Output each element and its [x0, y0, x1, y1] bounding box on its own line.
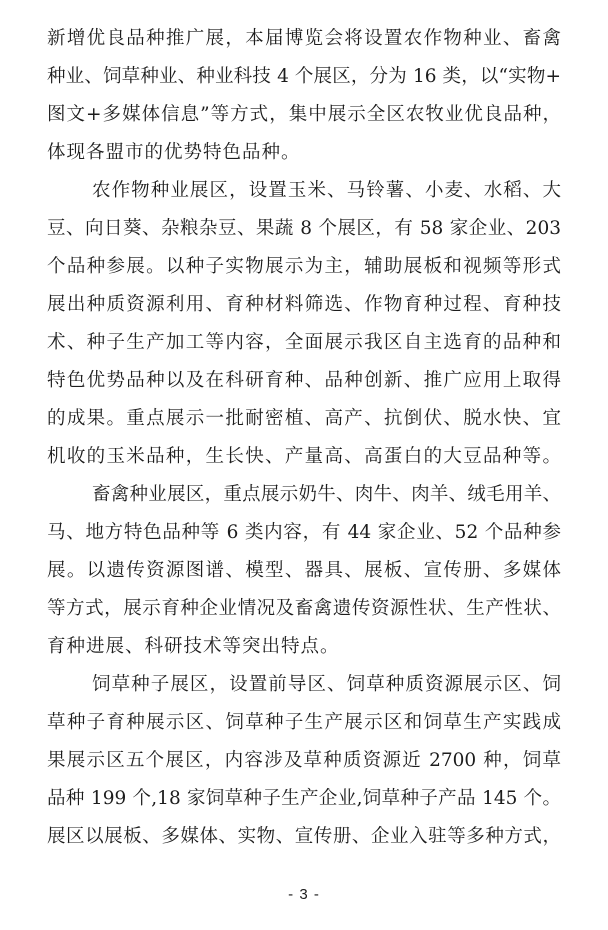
text-line: 草种子育种展示区、饲草种子生产展示区和饲草生产实践成: [47, 712, 561, 733]
text-line: 展。以遗传资源图谱、模型、器具、展板、宣传册、多媒体: [47, 560, 561, 581]
paragraph-3: [47, 476, 561, 666]
paragraph-2: [47, 172, 561, 476]
text-line: 农作物种业展区，设置玉米、马铃薯、小麦、水稻、大: [92, 180, 561, 201]
text-line: 展出种质资源利用、育种材料筛选、作物育种过程、育种技: [47, 294, 561, 315]
page-number: - 3 -: [288, 886, 320, 903]
text-line: 马、地方特色品种等 6 类内容，有 44 家企业、52 个品种参: [47, 522, 561, 543]
document-body: [47, 20, 561, 856]
text-line: 新增优良品种推广展，本届博览会将设置农作物种业、畜禽: [47, 28, 561, 49]
text-line: 等方式，展示育种企业情况及畜禽遗传资源性状、生产性状、: [47, 598, 561, 619]
text-line: 体现各盟市的优势特色品种。: [47, 142, 301, 163]
text-line: 果展示区五个展区，内容涉及草种质资源近 2700 种，饲草: [47, 750, 561, 771]
text-line: 个品种参展。以种子实物展示为主，辅助展板和视频等形式: [47, 256, 561, 277]
text-line: 机收的玉米品种，生长快、产量高、高蛋白的大豆品种等。: [47, 446, 561, 467]
text-line: 饲草种子展区，设置前导区、饲草种质资源展示区、饲: [92, 674, 561, 695]
text-line: 的成果。重点展示一批耐密植、高产、抗倒伏、脱水快、宜: [47, 408, 561, 429]
paragraph-1: [47, 20, 561, 172]
text-line: 豆、向日葵、杂粮杂豆、果蔬 8 个展区，有 58 家企业、203: [47, 218, 561, 239]
text-line: 种业、饲草种业、种业科技 4 个展区，分为 16 类，以“实物+: [47, 66, 561, 87]
paragraph-4: [47, 666, 561, 856]
text-line: 图文+多媒体信息”等方式，集中展示全区农牧业优良品种，: [47, 104, 561, 125]
text-line: 育种进展、科研技术等突出特点。: [47, 636, 340, 657]
text-line: 展区以展板、多媒体、实物、宣传册、企业入驻等多种方式，: [47, 826, 561, 847]
text-line: 畜禽种业展区，重点展示奶牛、肉牛、肉羊、绒毛用羊、: [92, 484, 561, 505]
text-line: 品种 199 个,18 家饲草种子生产企业,饲草种子产品 145 个。: [47, 788, 561, 809]
text-line: 特色优势品种以及在科研育种、品种创新、推广应用上取得: [47, 370, 561, 391]
text-line: 术、种子生产加工等内容，全面展示我区自主选育的品种和: [47, 332, 561, 353]
